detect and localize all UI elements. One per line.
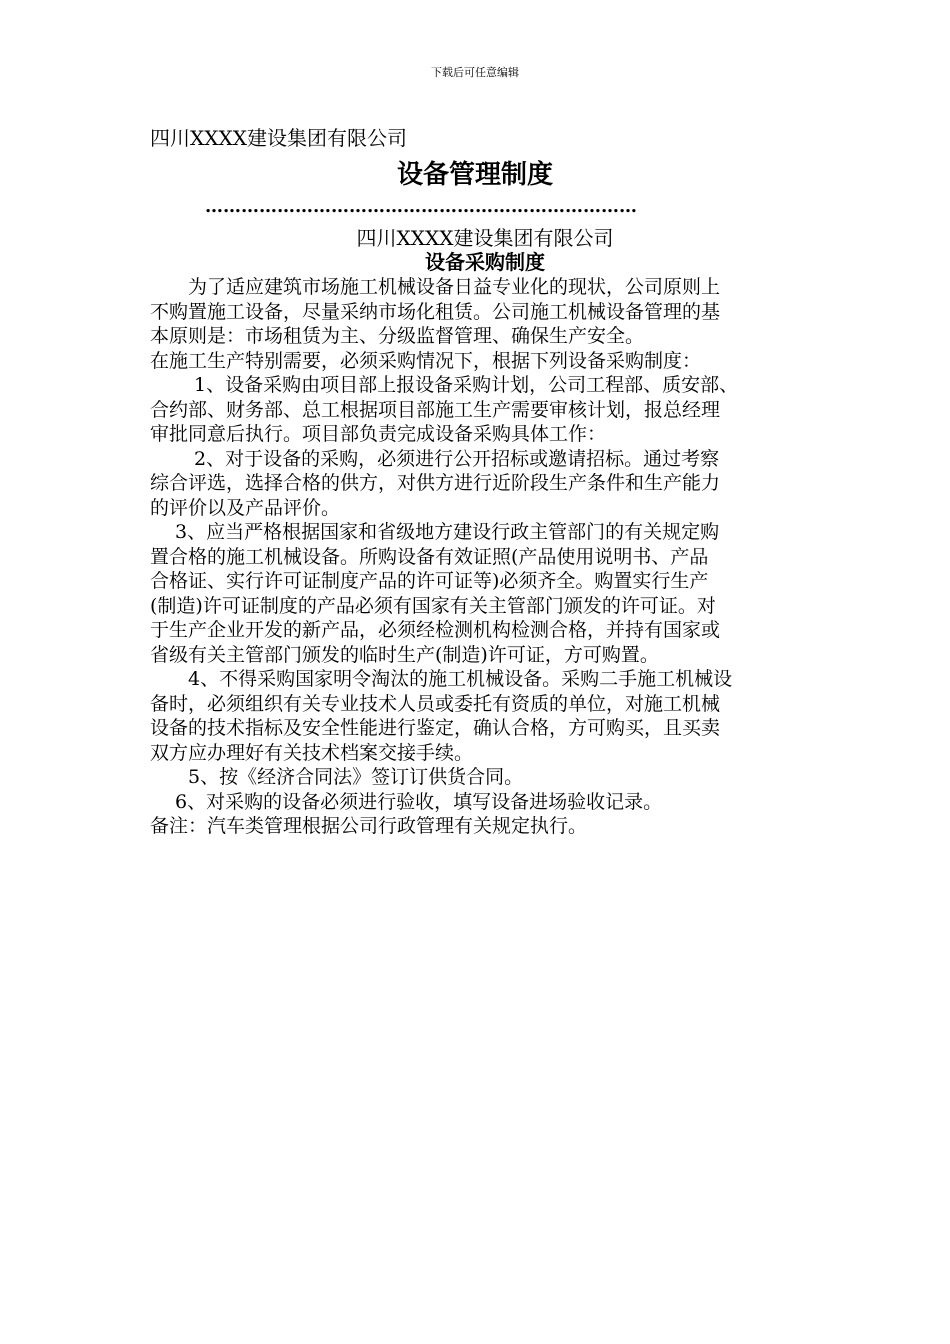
paragraph-line: 在施工生产特别需要，必须采购情况下，根据下列设备采购制度： <box>150 349 702 372</box>
paragraph-line: 于生产企业开发的新产品，必须经检测机构检测合格，并持有国家或 <box>150 619 721 641</box>
paragraph-line: 2、对于设备的采购，必须进行公开招标或邀请招标。通过考察 <box>150 447 720 470</box>
company-name-section: 四川XXXX建设集团有限公司 <box>356 226 614 250</box>
paragraph-line: 省级有关主管部门颁发的临时生产(制造)许可证，方可购置。 <box>150 643 659 666</box>
body-text <box>150 275 830 839</box>
paragraph-line: 合约部、财务部、总工根据项目部施工生产需要审核计划，报总经理 <box>150 398 721 421</box>
paragraph-line: 置合格的施工机械设备。所购设备有效证照(产品使用说明书、产品 <box>150 545 709 568</box>
paragraph-line: 本原则是：市场租赁为主、分级监督管理、确保生产安全。 <box>150 325 645 347</box>
paragraph-line: 设备的技术指标及安全性能进行鉴定，确认合格，方可购买，且买卖 <box>150 717 721 739</box>
document-title: 设备管理制度 <box>396 160 553 190</box>
paragraph-line: 备时，必须组织有关专业技术人员或委托有资质的单位，对施工机械 <box>150 692 721 715</box>
paragraph-line: 合格证、实行许可证制度产品的许可证等)必须齐全。购置实行生产 <box>150 570 709 592</box>
paragraph-line: 备注：汽车类管理根据公司行政管理有关规定执行。 <box>150 815 588 837</box>
paragraph-line: 3、应当严格根据国家和省级地方建设行政主管部门的有关规定购 <box>150 521 720 543</box>
paragraph-line: 审批同意后执行。项目部负责完成设备采购具体工作： <box>150 423 607 445</box>
paragraph-line: 为了适应建筑市场施工机械设备日益专业化的现状，公司原则上 <box>150 276 721 298</box>
paragraph-line: (制造)许可证制度的产品必须有国家有关主管部门颁发的许可证。对 <box>150 594 716 617</box>
paragraph-line: 4、不得采购国家明令淘汰的施工机械设备。采购二手施工机械设 <box>150 668 733 690</box>
paragraph-line: 1、设备采购由项目部上报设备采购计划，公司工程部、质安部、 <box>150 374 739 396</box>
dotted-divider: ……………………………………………………………… <box>205 196 637 217</box>
section-title: 设备采购制度 <box>425 250 545 274</box>
header-note: 下载后可任意编辑 <box>431 66 519 79</box>
paragraph-line: 5、按《经济合同法》签订订供货合同。 <box>150 766 524 788</box>
paragraph-line: 双方应办理好有关技术档案交接手续。 <box>150 741 474 764</box>
paragraph-line: 综合评选，选择合格的供方，对供方进行近阶段生产条件和生产能力 <box>150 472 721 494</box>
paragraph-line: 不购置施工设备，尽量采纳市场化租赁。公司施工机械设备管理的基 <box>150 300 721 323</box>
paragraph-line: 6、对采购的设备必须进行验收，填写设备进场验收记录。 <box>150 790 663 813</box>
paragraph-line: 的评价以及产品评价。 <box>150 496 341 519</box>
company-name-top: 四川XXXX建设集团有限公司 <box>150 126 407 150</box>
